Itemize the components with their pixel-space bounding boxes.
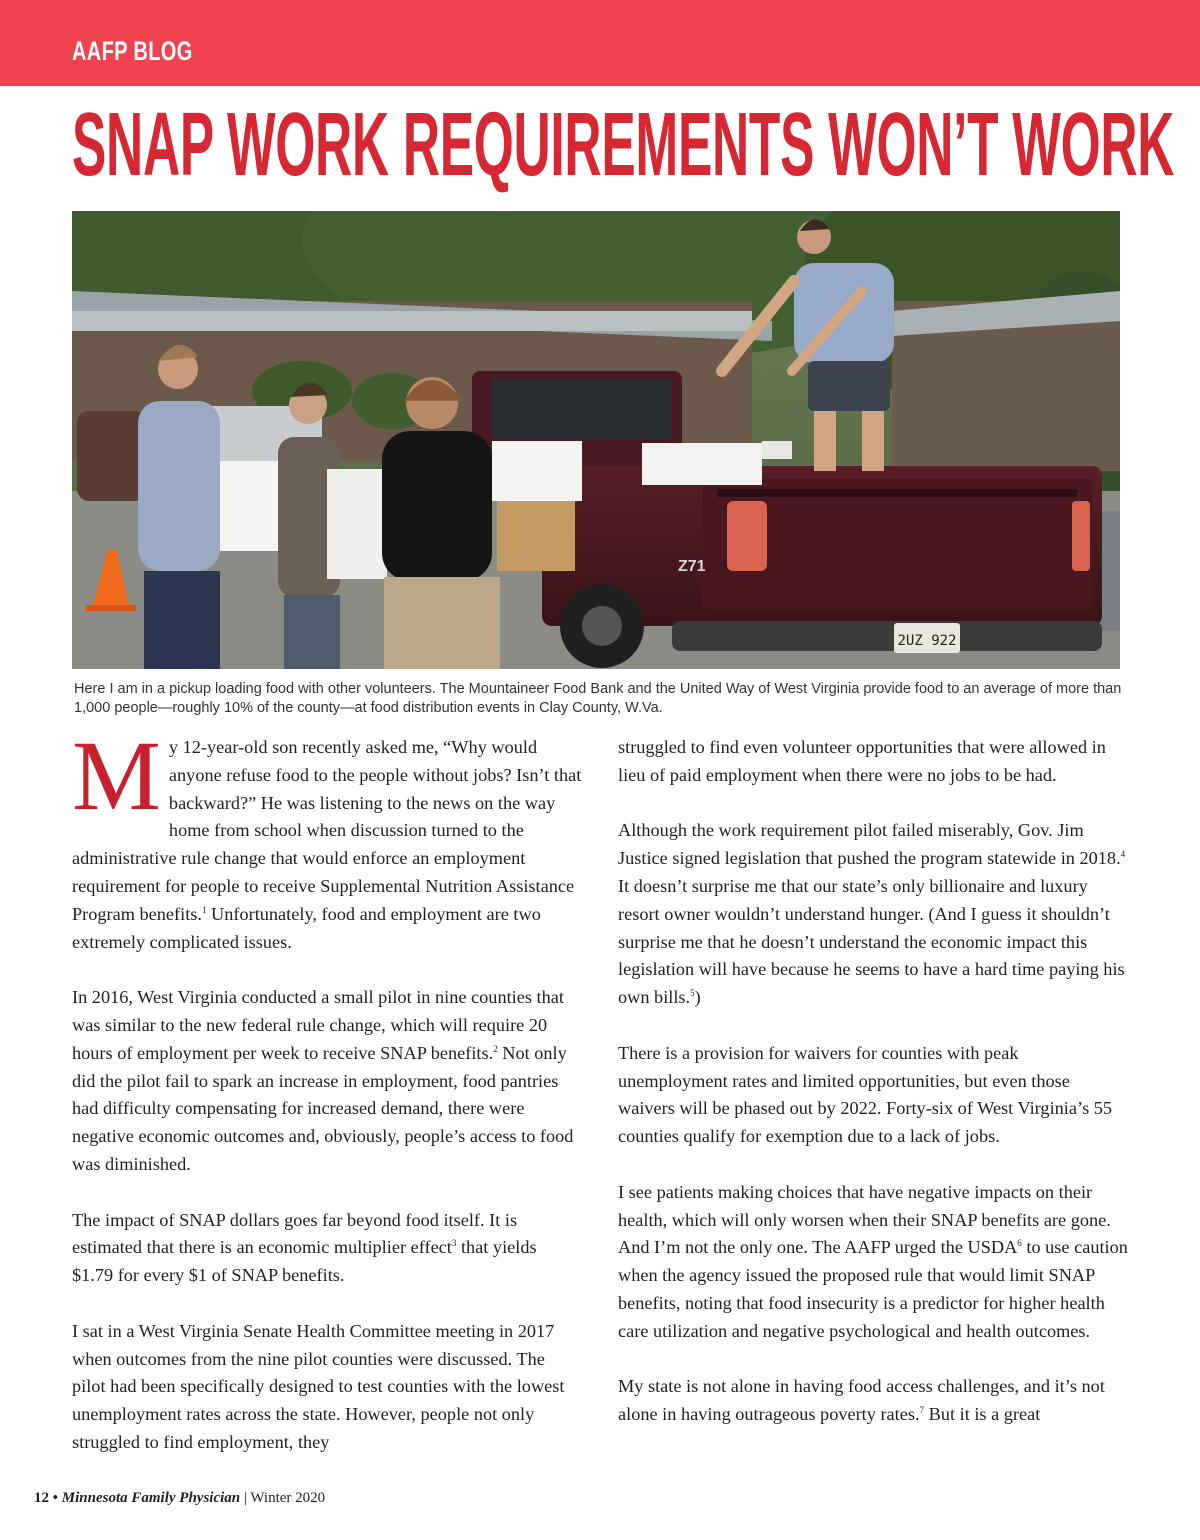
footnote-ref: 4 xyxy=(1120,849,1126,860)
footnote-ref: 3 xyxy=(451,1238,457,1249)
paragraph-text: Not only did the pilot fail to spark an increase in employment, food pantries had difficulty compensating for increased demand, there were negative economic outcomes and, obviously, people’s access to food was diminished. xyxy=(72,1042,574,1174)
paragraph-text: ) xyxy=(694,987,701,1008)
article-paragraph xyxy=(72,720,582,956)
article-paragraph xyxy=(618,1373,1128,1429)
paragraph-text: Unfortunately, food and employment are two extremely complicated issues. xyxy=(72,903,541,952)
drop-cap: M xyxy=(72,720,161,831)
paragraph-text: In 2016, West Virginia conducted a small pilot in nine counties that was similar to the new federal rule change, which will require 20 hours of employment per week to receive SNAP benefits. xyxy=(72,987,564,1063)
paragraph-text: Although the work requirement pilot failed miserably, Gov. Jim Justice signed legislation that pushed the program statewide in 2018. xyxy=(618,820,1121,869)
paragraph-text: I see patients making choices that have negative impacts on their health, which will only worsen when their SNAP benefits are gone. And I’m not the only one. The AAFP urged the USDA xyxy=(618,1181,1111,1258)
footnote-ref: 6 xyxy=(1017,1238,1022,1249)
publication-name: Minnesota Family Physician xyxy=(61,1490,241,1506)
footnote-ref: 5 xyxy=(690,988,695,999)
paragraph-text: y 12-year-old son recently asked me, “Why would anyone refuse food to the people without jobs? Isn’t that backward?” He was listening to the news on the way home from school when discussion turned to the administrative rule change that would enforce an employment requirement for people to receive Supplemental Nutrition Assistance Program benefits. xyxy=(72,737,582,924)
article-paragraph: I sat in a West Virginia Senate Health Committee meeting in 2017 when outcomes from the nine pilot counties were discussed. The pilot had been specifically designed to test counties with the lowest unemployment rates across the state. However, people not only struggled to find employment, they xyxy=(72,1320,565,1452)
page-footer xyxy=(34,1490,325,1507)
paragraph-text: My state is not alone in having food access challenges, and it’s not alone in having outrageous poverty rates. xyxy=(618,1376,1105,1425)
article-column-right xyxy=(618,734,1128,1457)
article-column-left xyxy=(72,720,582,1485)
paragraph-text: It doesn’t surprise me that our state’s only billionaire and luxury resort owner wouldn’t understand hunger. (And I guess it shouldn’t surprise me that he doesn’t understand the economic impact this legislation will have because he seems to have a hard time paying his own bills. xyxy=(618,875,1125,1008)
issue-label: | Winter 2020 xyxy=(240,1490,326,1506)
footnote-ref: 2 xyxy=(493,1043,498,1054)
paragraph-text: to use caution when the agency issued the proposed rule that would limit SNAP benefits, noting that food insecurity is a predictor for higher health care utilization and negative psychological and health outcomes. xyxy=(618,1237,1128,1341)
footer-bullet: • xyxy=(49,1490,62,1506)
article-headline: SNAP WORK REQUIREMENTS WON’T WORK xyxy=(72,95,1175,195)
article-paragraph xyxy=(72,984,582,1179)
truck-badge-text: Z71 xyxy=(678,558,706,575)
paragraph-text: that yields $1.79 for every $1 of SNAP benefits. xyxy=(72,1237,537,1286)
section-banner xyxy=(0,0,1200,86)
article-paragraph: struggled to find even volunteer opportunities that were allowed in lieu of paid employment when there were no jobs to be had. xyxy=(618,737,1106,785)
article-photo xyxy=(72,211,1120,669)
footnote-ref: 7 xyxy=(919,1405,925,1416)
footnote-ref: 1 xyxy=(201,904,207,915)
article-paragraph xyxy=(618,1179,1128,1346)
article-paragraph xyxy=(72,1207,582,1290)
article-paragraph xyxy=(618,817,1128,1012)
paragraph-text: But it is a great xyxy=(924,1404,1041,1425)
license-plate-text: 2UZ 922 xyxy=(897,633,957,649)
page-number: 12 xyxy=(34,1490,49,1506)
article-paragraph: There is a provision for waivers for counties with peak unemployment rates and limited opportunities, but even those waivers will be phased out by 2022. Forty-six of West Virginia’s 55 counties qualify for exemption due to a lack of jobs. xyxy=(618,1042,1113,1147)
section-label: AAFP BLOG xyxy=(72,36,193,66)
photo-caption: Here I am in a pickup loading food with other volunteers. The Mountaineer Food Bank and the United Way of West Virginia provide food to an average of more than 1,000 people—roughly 10% of the county—at food distribution events in Clay County, W.Va. xyxy=(74,681,1122,716)
paragraph-text: The impact of SNAP dollars goes far beyond food itself. It is estimated that there is an economic multiplier effect xyxy=(72,1209,518,1258)
